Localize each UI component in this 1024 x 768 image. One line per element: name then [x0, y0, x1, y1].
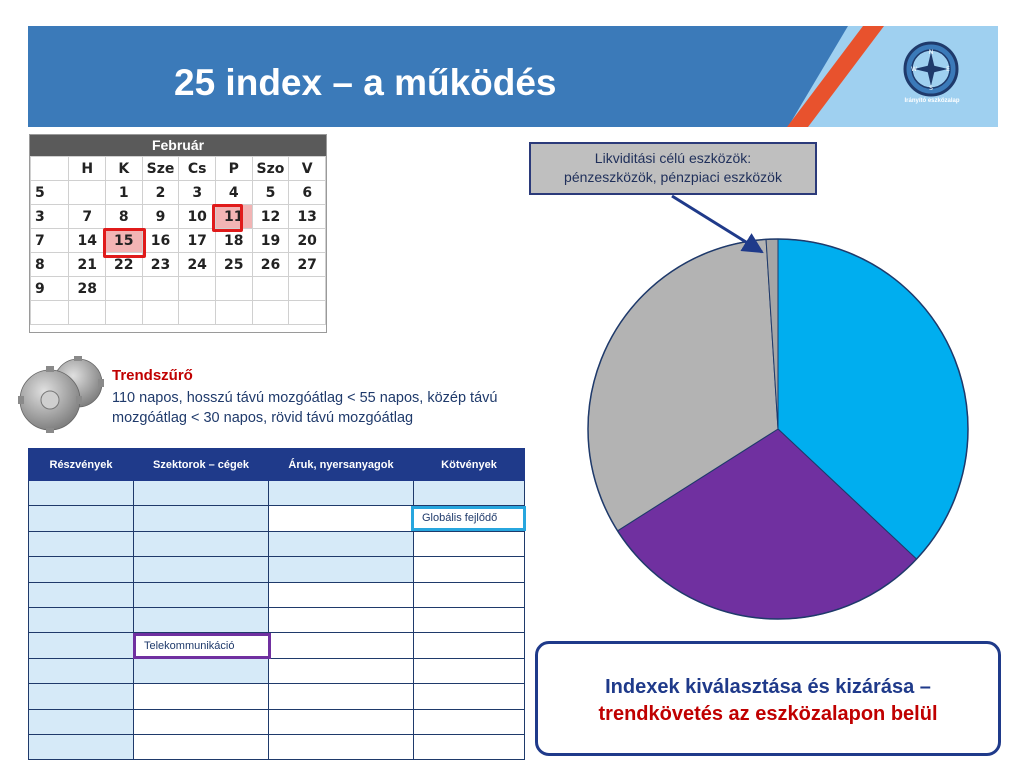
liquidity-callout [529, 142, 817, 195]
table-cell [29, 658, 134, 683]
calendar-day-header: K [106, 157, 143, 181]
calendar-week-number: 9 [31, 277, 69, 301]
table-cell [414, 531, 525, 556]
label-telecom: Telekommunikáció [133, 633, 271, 659]
calendar-day: 10 [179, 205, 216, 229]
svg-text:E: E [946, 66, 950, 73]
asset-table [28, 448, 525, 763]
col-header-commodities: Áruk, nyersanyagok [269, 449, 414, 481]
summary-line-1: Indexek kiválasztása és kizárása – [605, 676, 931, 698]
calendar-day: 8 [106, 205, 143, 229]
calendar-week-number: 5 [31, 181, 69, 205]
calendar-day-header: V [289, 157, 326, 181]
calendar-day-header: Sze [142, 157, 179, 181]
calendar-week-number [31, 301, 69, 325]
calendar-day: 5 [252, 181, 289, 205]
table-cell [29, 684, 134, 709]
calendar-highlight-15 [103, 228, 146, 258]
calendar-day: 17 [179, 229, 216, 253]
gears-icon [10, 348, 110, 434]
label-global-emerging: Globális fejlődő [411, 506, 526, 531]
calendar-day: 11 [215, 205, 252, 229]
table-cell [134, 607, 269, 632]
svg-text:N: N [928, 49, 934, 56]
summary-line-2: trendkövetés az eszközalapon belül [598, 703, 938, 725]
calendar-day: 2 [142, 181, 179, 205]
calendar-day: 23 [142, 253, 179, 277]
calendar-day: 20 [289, 229, 326, 253]
calendar-day: 25 [215, 253, 252, 277]
table-cell [134, 506, 269, 531]
calendar-day: 15 [106, 229, 143, 253]
table-cell [134, 684, 269, 709]
calendar-day: 14 [69, 229, 106, 253]
table-cell [269, 557, 414, 582]
table-cell [29, 734, 134, 759]
calendar-week-number: 3 [31, 205, 69, 229]
table-cell [134, 658, 269, 683]
calendar-day [215, 301, 252, 325]
calendar-day [289, 301, 326, 325]
table-cell [269, 582, 414, 607]
callout-line-1: Likviditási célú eszközök: [594, 150, 752, 166]
calendar-day [252, 301, 289, 325]
table-cell [29, 607, 134, 632]
calendar-day: 4 [215, 181, 252, 205]
compass-logo-icon [902, 40, 960, 98]
calendar-day: 21 [69, 253, 106, 277]
svg-text:S: S [929, 85, 933, 92]
calendar-day-header: Cs [179, 157, 216, 181]
trend-filter-description: 110 napos, hosszú távú mozgóátlag < 55 napos, közép távú mozgóátlag < 30 napos, rövid távú mozgóátlag [112, 390, 498, 426]
calendar-day-header [31, 157, 69, 181]
calendar-day [252, 277, 289, 301]
calendar-day: 24 [179, 253, 216, 277]
table-cell [269, 684, 414, 709]
table-cell [29, 481, 134, 506]
table-cell [269, 658, 414, 683]
calendar-day: 13 [289, 205, 326, 229]
calendar-week-number: 7 [31, 229, 69, 253]
table-cell [269, 506, 414, 531]
table-cell [414, 734, 525, 759]
table-cell [134, 531, 269, 556]
calendar [29, 134, 327, 333]
calendar-day: 22 [106, 253, 143, 277]
table-cell [269, 633, 414, 658]
summary-box [535, 641, 1001, 756]
table-cell [134, 481, 269, 506]
trend-filter-title: Trendszűrő [112, 367, 193, 384]
table-cell [414, 658, 525, 683]
col-header-sectors: Szektorok – cégek [134, 449, 269, 481]
svg-text:W: W [911, 66, 917, 73]
col-header-stocks: Részvények [29, 449, 134, 481]
table-cell [134, 557, 269, 582]
calendar-day [142, 301, 179, 325]
calendar-day: 6 [289, 181, 326, 205]
table-cell [269, 607, 414, 632]
calendar-day: 12 [252, 205, 289, 229]
table-cell [269, 709, 414, 734]
calendar-day: 27 [289, 253, 326, 277]
page-title: 25 index – a működés [174, 62, 557, 103]
table-cell [29, 709, 134, 734]
table-cell [29, 506, 134, 531]
table-cell [134, 734, 269, 759]
calendar-day: 7 [69, 205, 106, 229]
calendar-day [289, 277, 326, 301]
table-cell [134, 582, 269, 607]
calendar-day [69, 181, 106, 205]
calendar-month: Február [30, 135, 326, 156]
calendar-day [69, 301, 106, 325]
table-cell [269, 734, 414, 759]
calendar-grid [30, 156, 326, 325]
table-cell [414, 709, 525, 734]
pie-chart [582, 236, 974, 622]
table-cell [29, 633, 134, 658]
calendar-week-number: 8 [31, 253, 69, 277]
table-cell [414, 633, 525, 658]
calendar-day-header: P [215, 157, 252, 181]
table-cell [29, 582, 134, 607]
table-cell [414, 607, 525, 632]
calendar-day: 3 [179, 181, 216, 205]
calendar-day [106, 301, 143, 325]
calendar-day: 26 [252, 253, 289, 277]
calendar-day [215, 277, 252, 301]
calendar-day: 9 [142, 205, 179, 229]
table-cell [29, 557, 134, 582]
table-cell [29, 531, 134, 556]
calendar-day-header: Szo [252, 157, 289, 181]
table-cell [134, 709, 269, 734]
calendar-day: 1 [106, 181, 143, 205]
table-cell [414, 684, 525, 709]
table-cell [414, 582, 525, 607]
calendar-day: 16 [142, 229, 179, 253]
col-header-bonds: Kötvények [414, 449, 525, 481]
calendar-day: 18 [215, 229, 252, 253]
table-cell [414, 557, 525, 582]
callout-line-2: pénzeszközök, pénzpiaci eszközök [564, 169, 782, 185]
logo-caption: Irányító eszközalap [904, 98, 960, 104]
calendar-day [142, 277, 179, 301]
table-cell [414, 481, 525, 506]
slide-header [28, 26, 998, 127]
calendar-day-header: H [69, 157, 106, 181]
calendar-highlight-11 [212, 204, 243, 232]
calendar-day: 28 [69, 277, 106, 301]
calendar-day [179, 277, 216, 301]
table-cell [269, 481, 414, 506]
table-cell [269, 531, 414, 556]
calendar-day [106, 277, 143, 301]
calendar-day: 19 [252, 229, 289, 253]
calendar-day [179, 301, 216, 325]
